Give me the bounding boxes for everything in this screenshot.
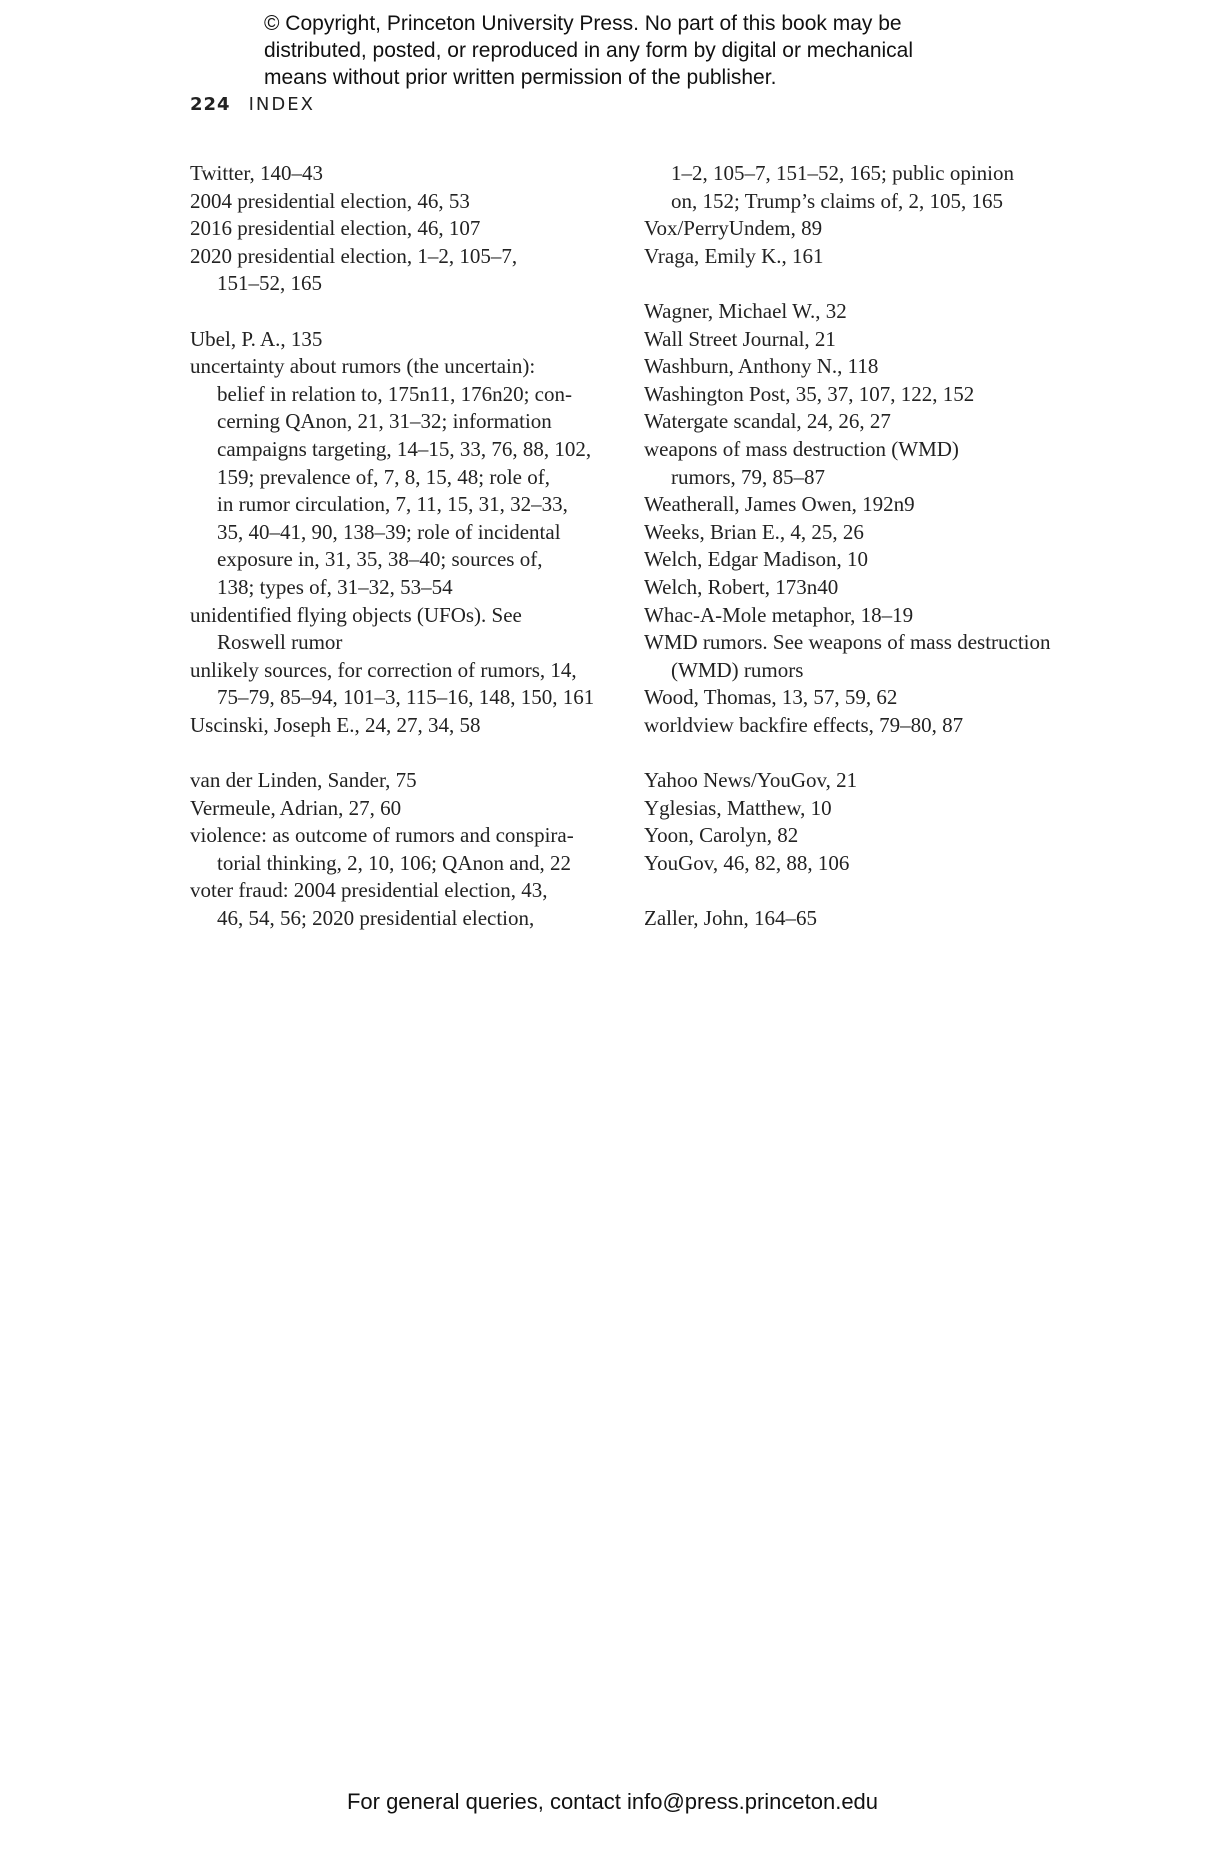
copyright-line: © Copyright, Princeton University Press. No part of this book may be: [264, 12, 902, 35]
index-entry: van der Linden, Sander, 75: [190, 768, 417, 793]
index-entry: Zaller, John, 164–65: [644, 906, 817, 931]
index-entry: Weeks, Brian E., 4, 25, 26: [644, 519, 864, 544]
index-entry: unidentified flying objects (UFOs). See: [190, 602, 522, 627]
running-head: [190, 94, 315, 115]
index-entry-continuation: 159; prevalence of, 7, 8, 15, 48; role of,: [217, 464, 550, 489]
index-column-right: [644, 160, 1064, 933]
index-entry-continuation: (WMD) rumors: [671, 657, 804, 682]
index-entry-continuation: in rumor circulation, 7, 11, 15, 31, 32–33,: [217, 492, 568, 517]
index-entry-continuation: 75–79, 85–94, 101–3, 115–16, 148, 150, 161: [217, 685, 595, 710]
index-entry: Welch, Robert, 173n40: [644, 574, 839, 599]
index-entry: Uscinski, Joseph E., 24, 27, 34, 58: [190, 712, 481, 737]
index-entry: weapons of mass destruction (WMD): [644, 436, 959, 461]
index-entry-continuation: rumors, 79, 85–87: [671, 464, 825, 489]
index-entry-continuation: 35, 40–41, 90, 138–39; role of incidental: [217, 519, 561, 544]
section-title: INDEX: [248, 94, 315, 115]
index-entry: unlikely sources, for correction of rumors, 14,: [190, 657, 577, 682]
index-entry: 2016 presidential election, 46, 107: [190, 216, 481, 241]
index-spacer: [190, 739, 600, 767]
index-entry: Watergate scandal, 24, 26, 27: [644, 409, 891, 434]
index-entry: Wall Street Journal, 21: [644, 326, 836, 351]
index-entry-continuation: belief in relation to, 175n11, 176n20; con-: [217, 381, 572, 406]
index-entry: Washington Post, 35, 37, 107, 122, 152: [644, 381, 975, 406]
index-entry: Welch, Edgar Madison, 10: [644, 547, 869, 572]
index-entry: uncertainty about rumors (the uncertain):: [190, 354, 536, 379]
index-entry-continuation: cerning QAnon, 21, 31–32; information: [217, 409, 552, 434]
index-entry: YouGov, 46, 82, 88, 106: [644, 850, 850, 875]
index-entry: Ubel, P. A., 135: [190, 326, 323, 351]
index-entry: 2020 presidential election, 1–2, 105–7,: [190, 243, 518, 268]
index-entry-continuation: 46, 54, 56; 2020 presidential election,: [217, 906, 535, 931]
index-entry-continuation: 1–2, 105–7, 151–52, 165; public opinion: [671, 161, 1014, 185]
index-entry: Yoon, Carolyn, 82: [644, 823, 799, 848]
index-spacer: [190, 298, 600, 326]
index-column-left: [190, 160, 600, 933]
index-entry-continuation: 151–52, 165: [217, 271, 322, 296]
index-entry-continuation: campaigns targeting, 14–15, 33, 76, 88, 102,: [217, 436, 592, 461]
index-spacer: [644, 270, 1064, 298]
index-entry-continuation: on, 152; Trump’s claims of, 2, 105, 165: [671, 188, 1003, 213]
index-entry-continuation: 138; types of, 31–32, 53–54: [217, 574, 453, 599]
copyright-notice: [264, 10, 1024, 91]
index-spacer: [644, 739, 1064, 767]
index-entry: Washburn, Anthony N., 118: [644, 354, 879, 379]
index-entry-continuation: exposure in, 31, 35, 38–40; sources of,: [217, 547, 543, 572]
index-entry: Weatherall, James Owen, 192n9: [644, 492, 915, 517]
index-spacer: [644, 877, 1064, 905]
index-entry: violence: as outcome of rumors and conspira-: [190, 823, 574, 848]
copyright-line: means without prior written permission of the publisher.: [264, 66, 777, 89]
index-entry: worldview backfire effects, 79–80, 87: [644, 712, 964, 737]
index-entry: voter fraud: 2004 presidential election, 43,: [190, 878, 548, 903]
page-number: 224: [190, 94, 231, 115]
index-entry: Vox/PerryUndem, 89: [644, 216, 823, 241]
index-entry: Twitter, 140–43: [190, 161, 324, 185]
index-entry: 2004 presidential election, 46, 53: [190, 188, 470, 213]
index-entry: Yahoo News/YouGov, 21: [644, 768, 858, 793]
footer-contact: For general queries, contact info@press.princeton.edu: [346, 1789, 879, 1814]
index-entry: Vraga, Emily K., 161: [644, 243, 824, 268]
index-entry: Whac-A-Mole metaphor, 18–19: [644, 602, 914, 627]
index-entry-continuation: torial thinking, 2, 10, 106; QAnon and, 22: [217, 850, 572, 875]
index-entry: Wood, Thomas, 13, 57, 59, 62: [644, 685, 898, 710]
index-entry: WMD rumors. See weapons of mass destruction: [644, 630, 1051, 655]
copyright-line: distributed, posted, or reproduced in any form by digital or mechanical: [264, 39, 914, 62]
index-entry: Vermeule, Adrian, 27, 60: [190, 795, 402, 820]
index-entry: Yglesias, Matthew, 10: [644, 795, 832, 820]
index-entry-continuation: Roswell rumor: [217, 630, 343, 655]
index-entry: Wagner, Michael W., 32: [644, 298, 847, 323]
